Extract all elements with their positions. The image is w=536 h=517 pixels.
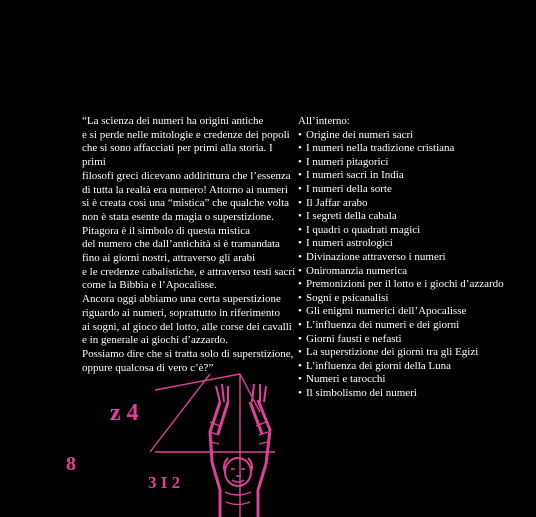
bullet-icon: •	[298, 128, 302, 141]
contents-item-label: I quadri o quadrati magici	[306, 223, 421, 236]
bullet-icon: •	[298, 182, 302, 195]
contents-item	[298, 305, 530, 319]
contents-item-label: L’influenza dei giorni della Luna	[306, 359, 451, 372]
bullet-icon: •	[298, 305, 302, 318]
contents-item-label: Divinazione attraverso i numeri	[306, 250, 446, 263]
bullet-icon: •	[298, 386, 302, 399]
bullet-icon: •	[298, 250, 302, 263]
bullet-icon: •	[298, 291, 302, 304]
contents-item	[298, 346, 530, 360]
contents-item-label: I numeri astrologici	[306, 237, 393, 250]
bullet-icon: •	[298, 278, 302, 291]
contents-item	[298, 169, 530, 183]
bullet-icon: •	[298, 237, 302, 250]
bullet-icon: •	[298, 346, 302, 359]
bullet-icon: •	[298, 373, 302, 386]
contents-item	[298, 142, 530, 156]
figure-torso	[212, 462, 266, 517]
contents-item	[298, 224, 530, 238]
contents-item	[298, 210, 530, 224]
contents-item-label: Oniromanzia numerica	[306, 264, 408, 277]
contents-item-label: Giorni fausti e nefasti	[306, 332, 402, 345]
contents-list	[298, 115, 530, 400]
contents-item	[298, 183, 530, 197]
contents-item-label: Il simbolismo dei numeri	[306, 386, 417, 399]
contents-item-label: I numeri della sorte	[306, 182, 392, 195]
figure-chest	[225, 492, 251, 505]
numeral-8: 8	[66, 453, 76, 475]
contents-item-label: Gli enigmi numerici dell’Apocalisse	[306, 305, 467, 318]
bullet-icon: •	[298, 223, 302, 236]
contents-item-label: I numeri nella tradizione cristiana	[306, 142, 455, 155]
figure-face	[231, 469, 245, 482]
description-paragraph: “La scienza dei numeri ha origini antiche e si perde nelle mitologie e credenze dei popoli che si sono affacciati per primi alla storia. I primi filosofi greci dicevano addirittura che l’essenza di tutta la realtà era numero! Attorno ai numeri si è creata così una “mistica” che qualche volta non è stata esente da magia o superstizione. Pitagora è il simbolo di questa mistica del numero che dall’antichità si è tramandata fino ai giorni nostri, attraverso gli arabi e le credenze cabalistiche, e attraverso testi sacri come la Bibbia e l’Apocalisse. Ancora oggi abbiamo una certa superstizione riguardo ai numeri, soprattutto in riferimento ai sogni, al gioco del lotto, alle corse dei cavalli e in generale ai giochi d’azzardo. Possiamo dire che si tratta solo di superstizione, oppure qualcosa di vero c’è?”	[82, 115, 296, 374]
contents-item-label: Il Jaffar arabo	[306, 196, 368, 209]
contents-item	[298, 251, 530, 265]
magic-figure-illustration	[60, 372, 290, 517]
bullet-icon: •	[298, 210, 302, 223]
bullet-icon: •	[298, 169, 302, 182]
contents-item-label: Sogni e psicanalisi	[306, 291, 389, 304]
contents-item-label: Numeri e tarocchi	[306, 373, 386, 386]
contents-item	[298, 156, 530, 170]
bullet-icon: •	[298, 318, 302, 331]
contents-item	[298, 360, 530, 374]
figure-hair	[224, 458, 252, 472]
bullet-icon: •	[298, 142, 302, 155]
numeral-z4: z 4	[110, 400, 139, 426]
bullet-icon: •	[298, 359, 302, 372]
bullet-icon: •	[298, 196, 302, 209]
contents-heading: All’interno:	[298, 115, 350, 127]
contents-item	[298, 292, 530, 306]
left-hand	[216, 384, 228, 402]
contents-item-label: Origine dei numeri sacri	[306, 128, 414, 141]
contents-item	[298, 197, 530, 211]
contents-item-label: I numeri pitagorici	[306, 155, 389, 168]
contents-item	[298, 265, 530, 279]
left-arm	[210, 402, 228, 462]
contents-item	[298, 373, 530, 387]
bullet-icon: •	[298, 264, 302, 277]
geometry-line	[240, 374, 260, 412]
contents-item-label: La superstizione dei giorni tra gli Egizi	[306, 346, 479, 359]
contents-item-label: L’influenza dei numeri e dei giorni	[306, 318, 460, 331]
contents-item-label: I numeri sacri in India	[306, 169, 404, 182]
contents-item-label: I segreti della cabala	[306, 210, 397, 223]
contents-items	[298, 129, 530, 401]
bullet-icon: •	[298, 332, 302, 345]
contents-item	[298, 387, 530, 401]
contents-item	[298, 237, 530, 251]
bullet-icon: •	[298, 155, 302, 168]
contents-item	[298, 278, 530, 292]
contents-item	[298, 319, 530, 333]
contents-item	[298, 333, 530, 347]
numeral-312: 3 I 2	[148, 473, 181, 492]
contents-item-label: Premonizioni per il lotto e i giochi d’azzardo	[306, 278, 504, 291]
contents-item	[298, 129, 530, 143]
